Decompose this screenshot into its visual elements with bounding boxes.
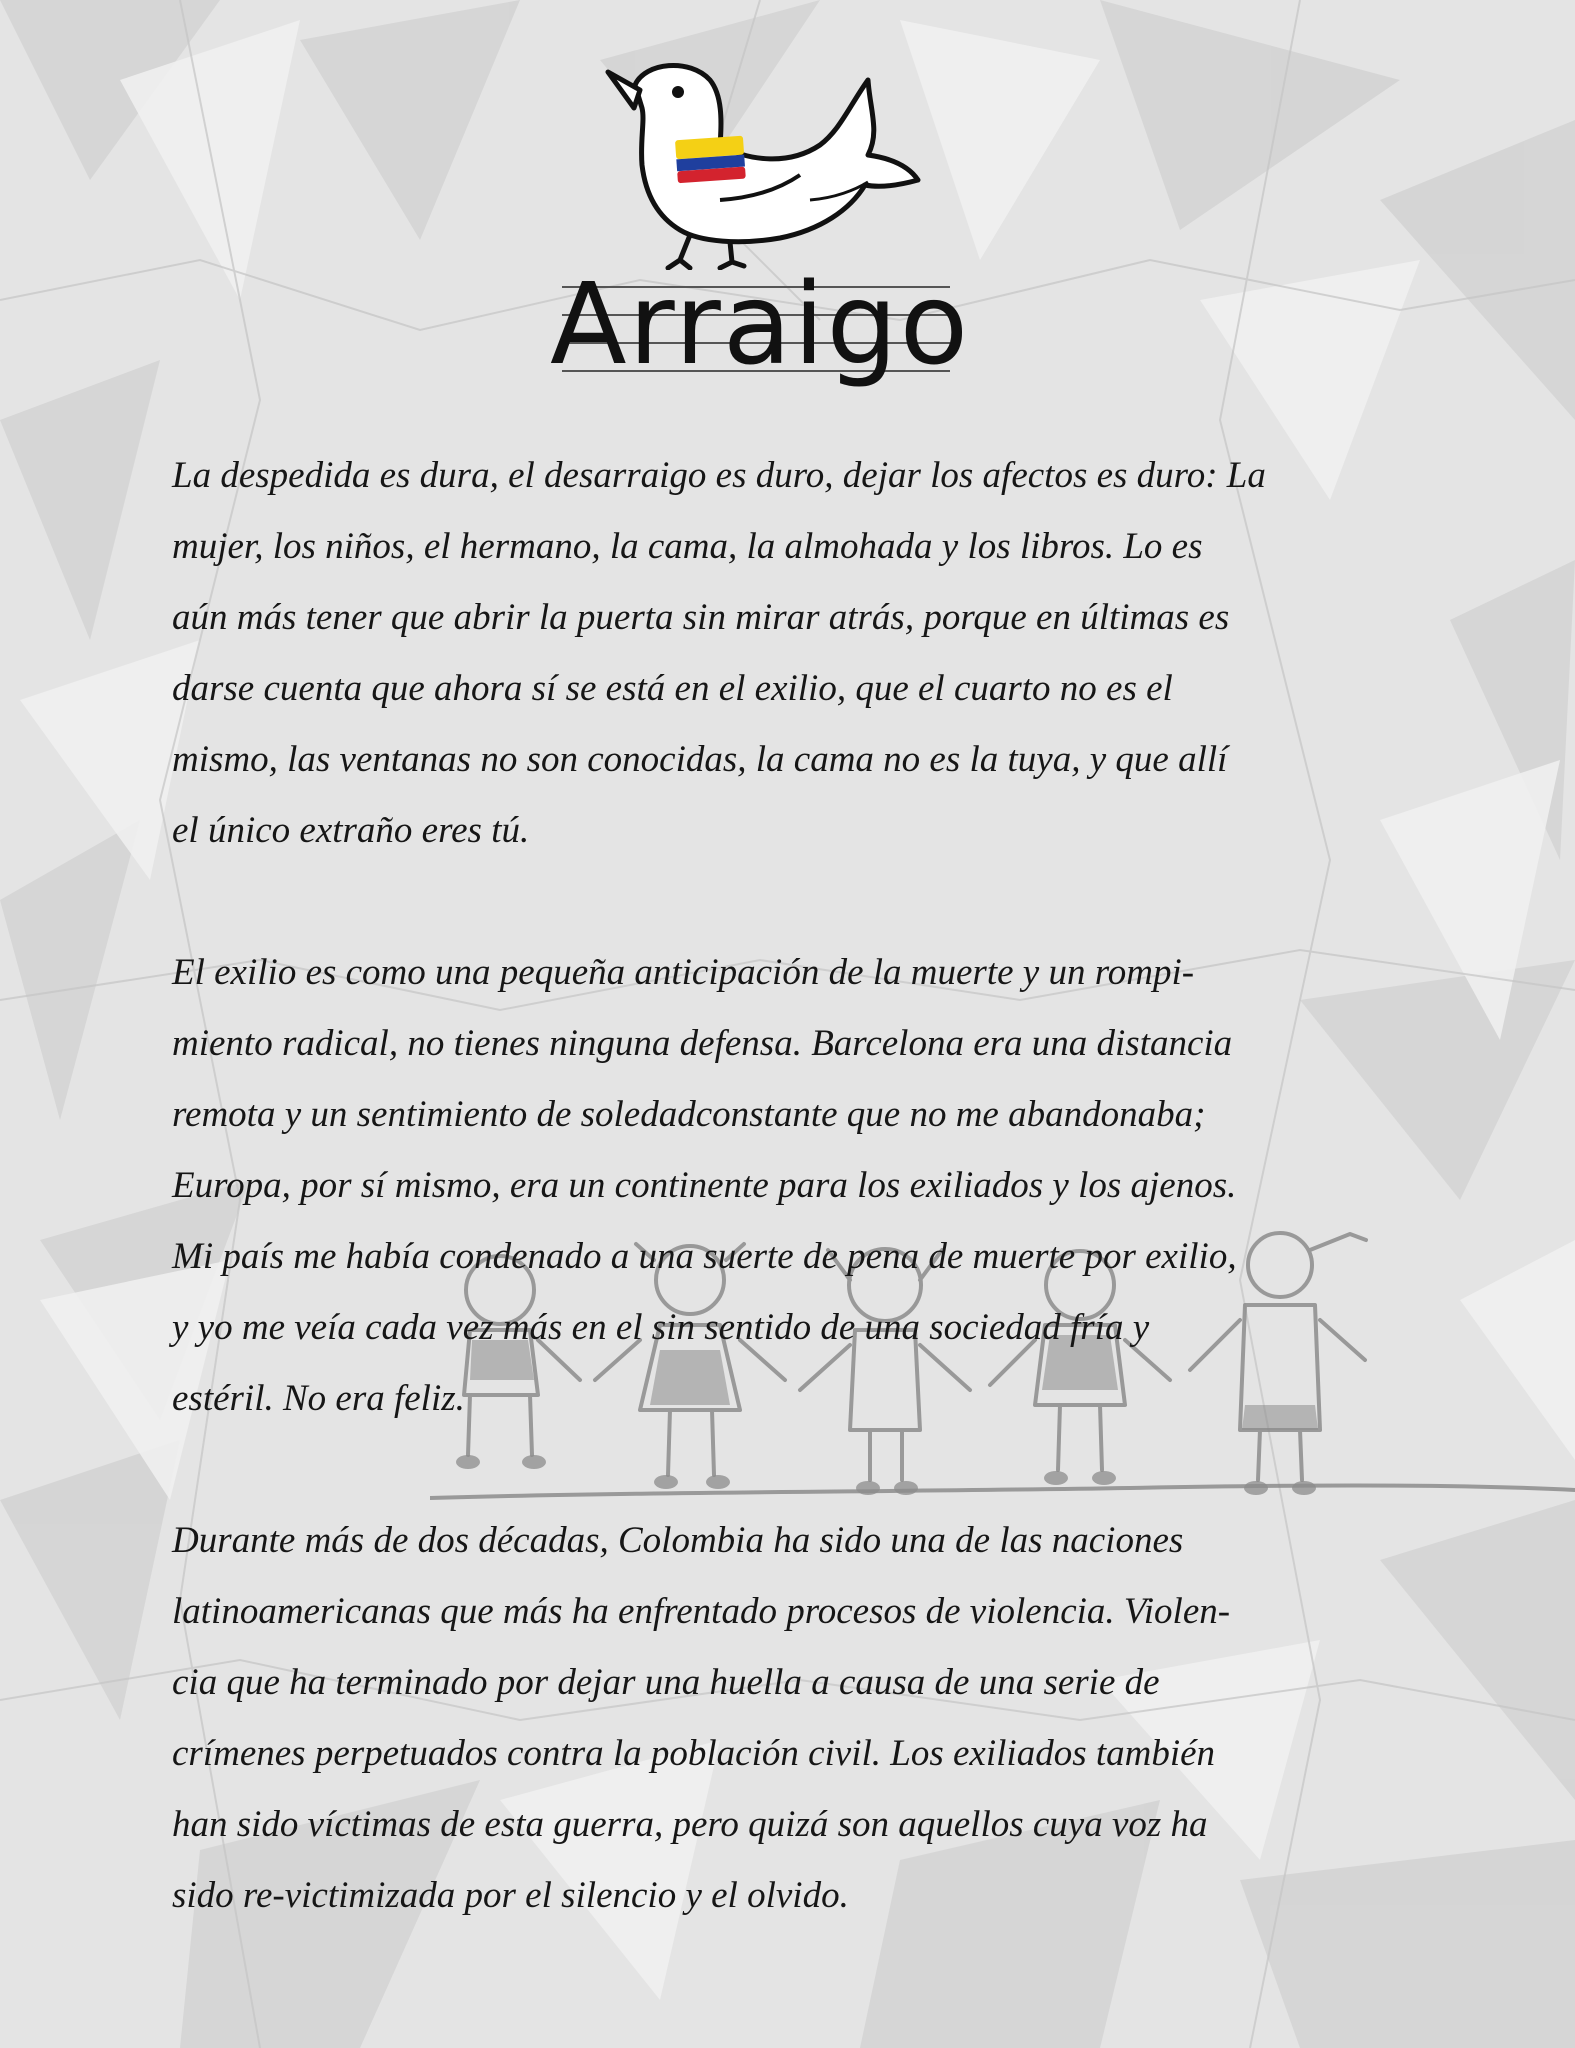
text-line: estéril. No era feliz. xyxy=(172,1378,465,1419)
text-line: y yo me veía cada vez más en el sin sentido de una sociedad fría y xyxy=(172,1307,1150,1348)
colombia-flag-icon xyxy=(675,136,746,184)
paragraph-spacer xyxy=(172,1434,1432,1505)
text-line: el único extraño eres tú. xyxy=(172,810,530,851)
text-line: crímenes perpetuados contra la población civil. Los exiliados también xyxy=(172,1733,1216,1774)
body-text xyxy=(172,440,1432,1931)
text-line: han sido víctimas de esta guerra, pero quizá son aquellos cuya voz ha xyxy=(172,1804,1208,1845)
arraigo-logo xyxy=(550,50,970,400)
text-line: latinoamericanas que más ha enfrentado procesos de violencia. Violen- xyxy=(172,1591,1231,1632)
text-line: Mi país me había condenado a una suerte de pena de muerte por exilio, xyxy=(172,1236,1237,1277)
text-line: Europa, por sí mismo, era un continente para los exiliados y los ajenos. xyxy=(172,1165,1237,1206)
text-line: Durante más de dos décadas, Colombia ha sido una de las naciones xyxy=(172,1520,1184,1561)
text-line: mujer, los niños, el hermano, la cama, la almohada y los libros. Lo es xyxy=(172,526,1203,567)
paragraph-colombia xyxy=(172,1505,1432,1931)
text-line: cia que ha terminado por dejar una huella a causa de una serie de xyxy=(172,1662,1160,1703)
dove-icon xyxy=(550,50,970,270)
text-line: mismo, las ventanas no son conocidas, la cama no es la tuya, y que allí xyxy=(172,739,1228,780)
text-line: miento radical, no tienes ninguna defensa. Barcelona era una distancia xyxy=(172,1023,1233,1064)
text-line: El exilio es como una pequeña anticipación de la muerte y un rompi- xyxy=(172,952,1195,993)
text-line: sido re-victimizada por el silencio y el olvido. xyxy=(172,1875,849,1916)
paragraph-farewell xyxy=(172,440,1432,866)
logo-wordmark: Arraigo xyxy=(550,260,971,390)
paragraph-exile xyxy=(172,937,1432,1434)
text-line: remota y un sentimiento de soledadconstante que no me abandonaba; xyxy=(172,1094,1206,1135)
text-line: aún más tener que abrir la puerta sin mirar atrás, porque en últimas es xyxy=(172,597,1230,638)
text-line: darse cuenta que ahora sí se está en el exilio, que el cuarto no es el xyxy=(172,668,1173,709)
text-line: La despedida es dura, el desarraigo es duro, dejar los afectos es duro: La xyxy=(172,455,1266,496)
paragraph-spacer xyxy=(172,866,1432,937)
